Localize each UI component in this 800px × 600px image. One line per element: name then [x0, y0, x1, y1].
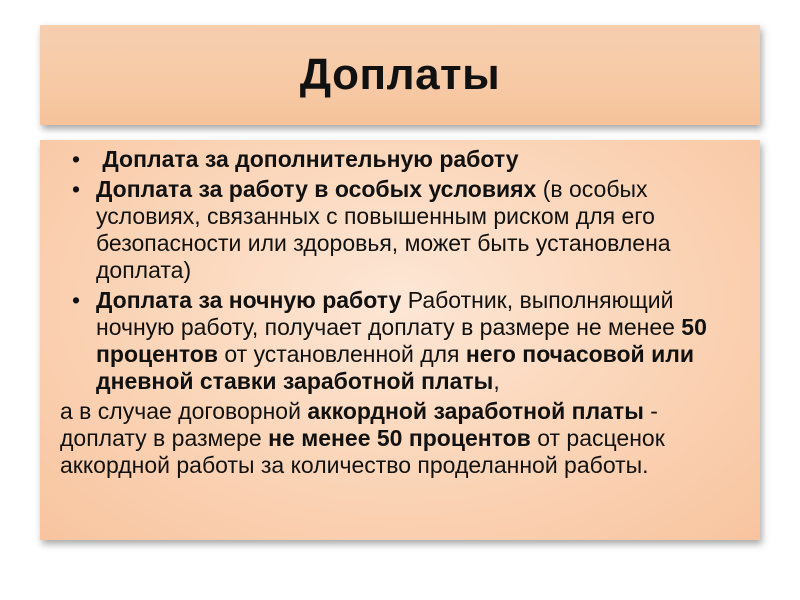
- bullet-item: [60, 176, 744, 284]
- bullet-text-bold: него почасовой или дневной ставки заработной платы: [96, 341, 694, 394]
- continuation-paragraph: [60, 398, 744, 479]
- bullet-text-bold: Доплата за работу в особых условиях: [96, 176, 537, 202]
- bullet-text: (в особых условиях, связанных с повышенным риском для его безопасности или здоровья, может быть установлена доплата): [96, 176, 671, 283]
- bullet-text-bold: 50 процентов: [96, 314, 707, 367]
- continuation-text: - доплату в размере: [60, 398, 658, 451]
- bullet-icon: •: [72, 146, 81, 172]
- continuation-text-bold: не менее 50 процентов: [268, 425, 531, 451]
- bullet-text: ,: [493, 368, 500, 394]
- bullet-text: Работник, выполняющий ночную работу, получает доплату в размере не менее: [96, 287, 682, 340]
- bullet-text-bold: Доплата за дополнительную работу: [102, 146, 519, 172]
- bullet-item: [60, 146, 744, 173]
- continuation-text-bold: аккордной заработной платы: [307, 398, 644, 424]
- continuation-text: а в случае договорной: [60, 398, 308, 424]
- bullet-item: [60, 287, 744, 395]
- bullet-icon: •: [72, 176, 81, 202]
- slide-title: Доплаты: [299, 50, 501, 99]
- bullet-icon: •: [72, 287, 81, 313]
- continuation-text: от расценок аккордной работы за количество проделанной работы.: [60, 425, 665, 478]
- bullet-text: от установленной для: [217, 341, 466, 367]
- bullet-text-bold: Доплата за ночную работу: [96, 287, 402, 313]
- content-box: [40, 140, 760, 540]
- title-box: [40, 25, 760, 125]
